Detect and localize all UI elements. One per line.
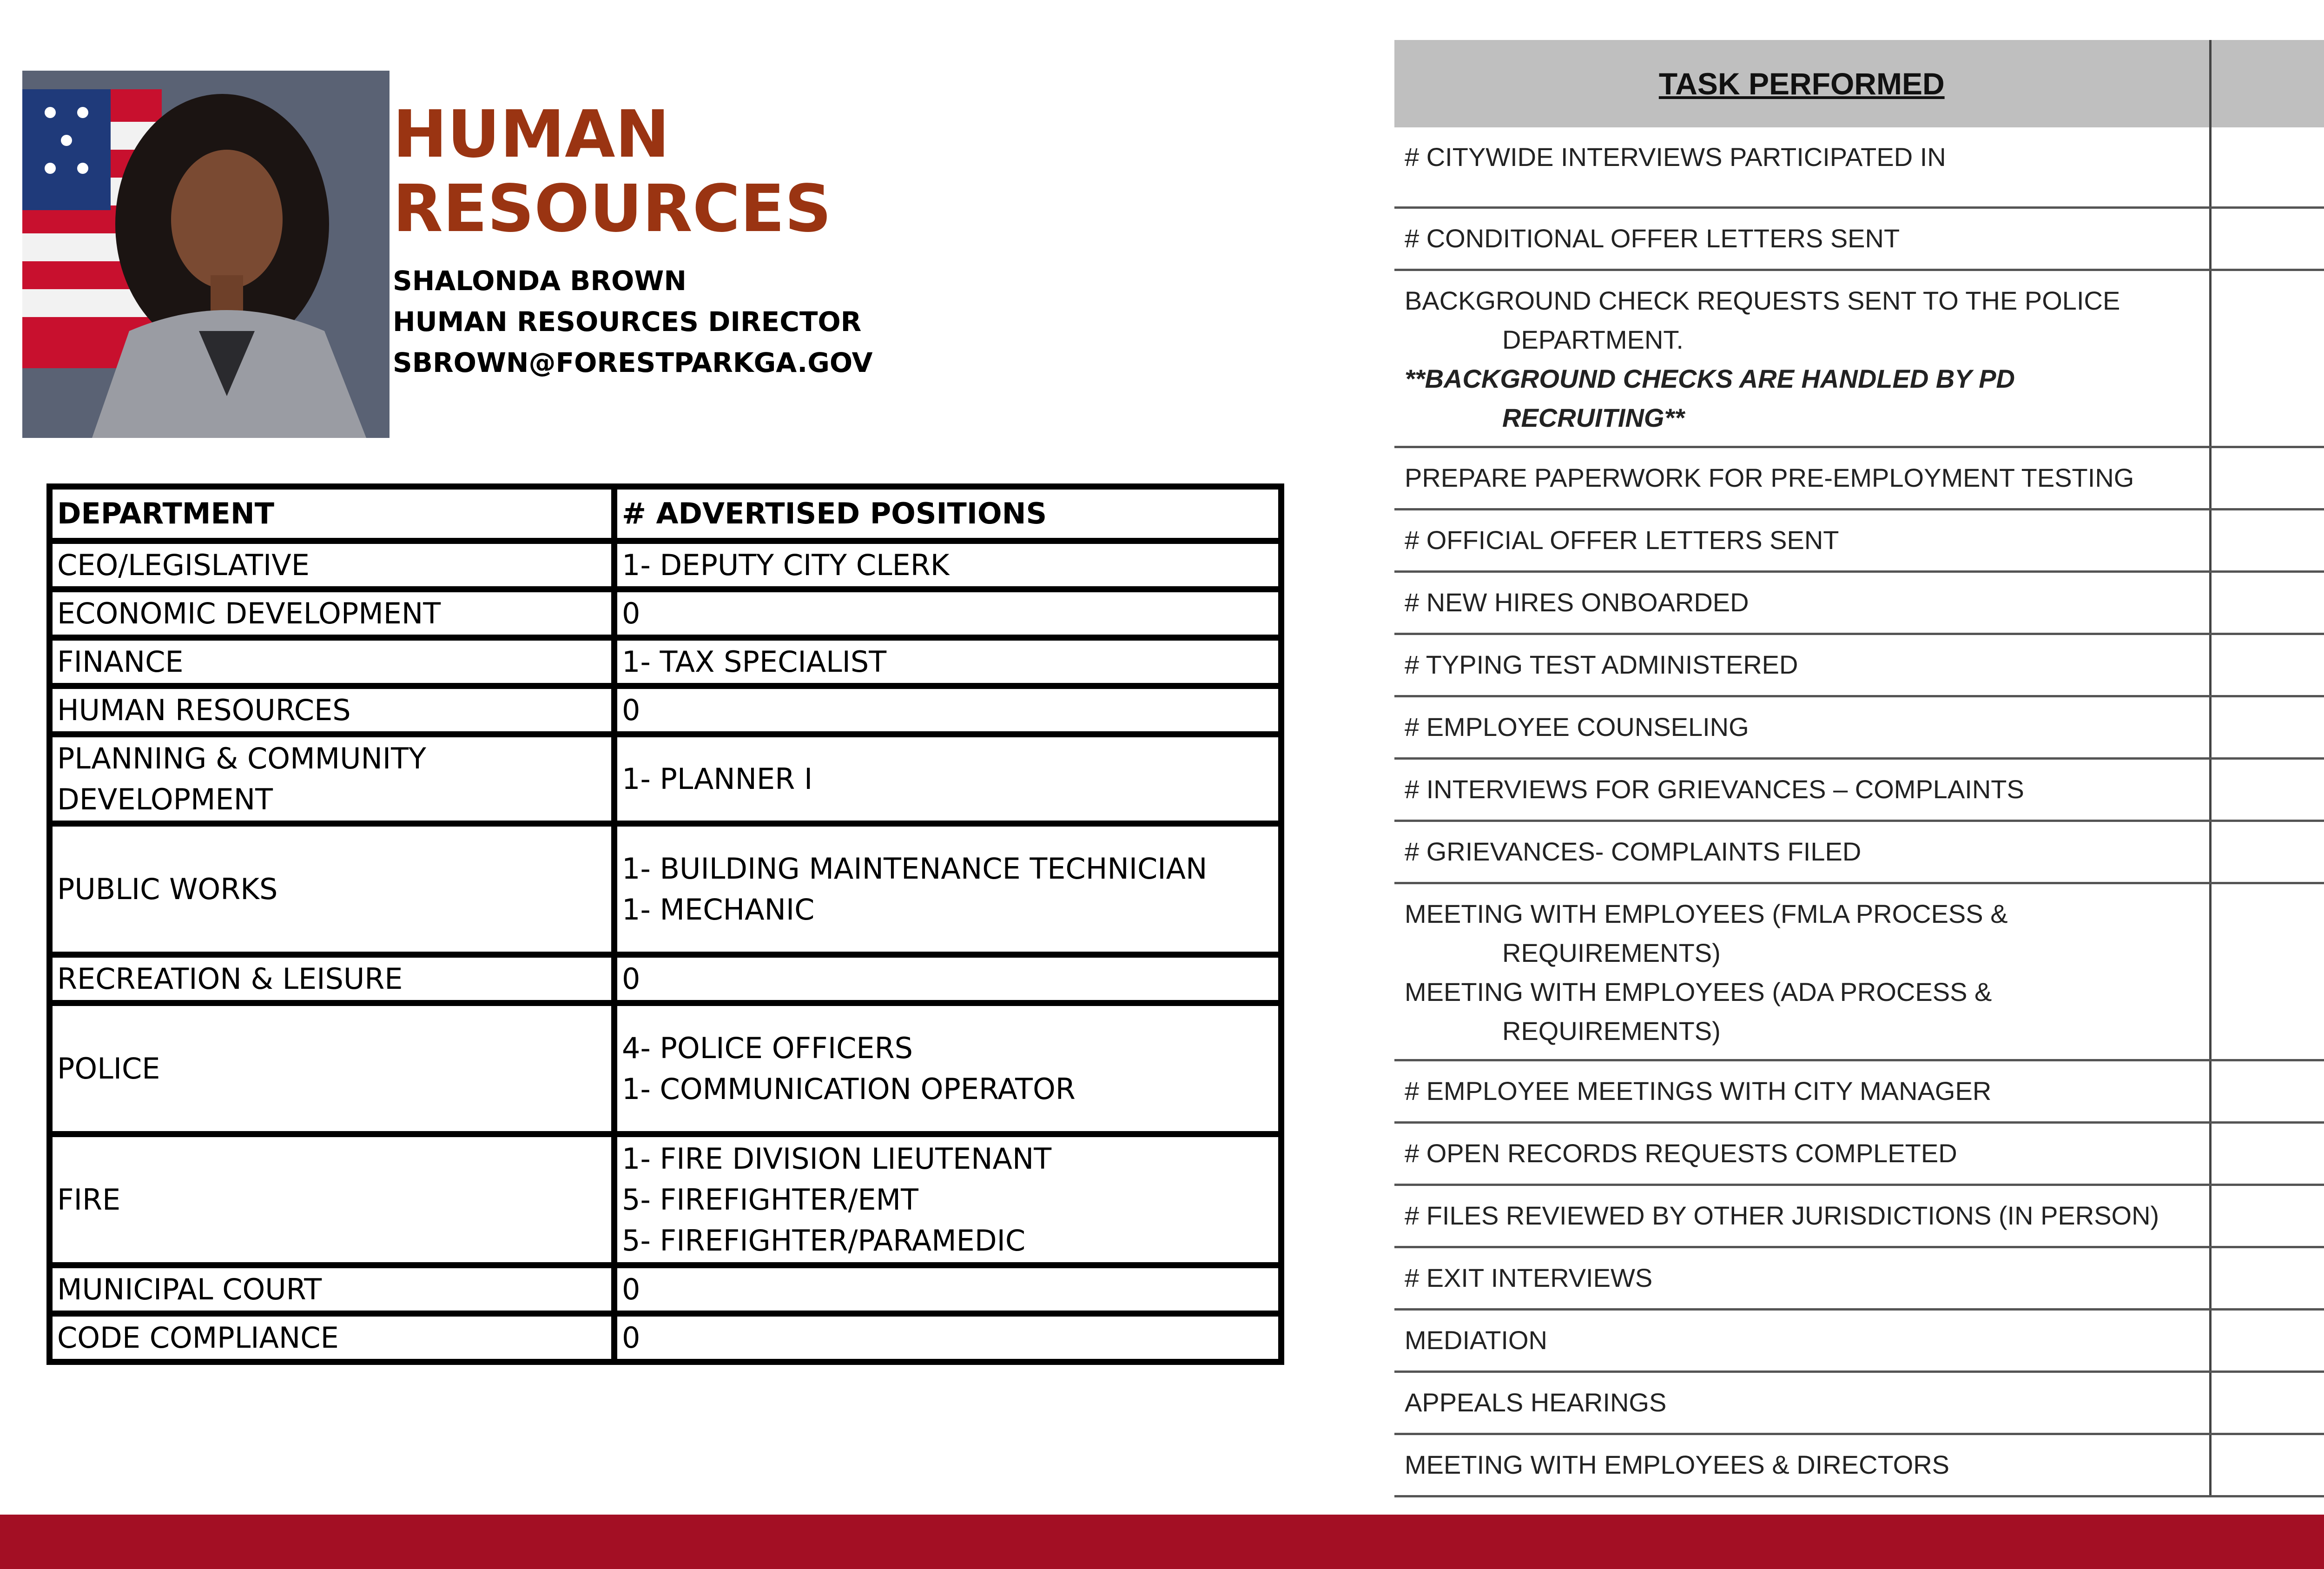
table-row: [1394, 1247, 2324, 1309]
positions-cell: [614, 955, 1281, 1003]
table-row: [1394, 758, 2324, 821]
table-row: [50, 735, 1281, 824]
quantity-value: [2222, 1072, 2324, 1111]
task-note: **BACKGROUND CHECKS ARE HANDLED BY PD: [1405, 364, 2015, 393]
task-label: BACKGROUND CHECK REQUESTS SENT TO THE POLICE: [1405, 285, 2120, 315]
table-row: [1394, 1371, 2324, 1434]
department-name: PLANNING & COMMUNITY: [57, 741, 426, 775]
quantity-cell: [2210, 207, 2324, 270]
advertised-position: 1- BUILDING MAINTENANCE TECHNICIAN: [622, 851, 1208, 886]
task-label: # EXIT INTERVIEWS: [1405, 1263, 1653, 1292]
quantity-cell: [2210, 571, 2324, 634]
table-row: [1394, 1309, 2324, 1371]
task-cell: [1394, 509, 2210, 571]
quantity-cell: [2210, 127, 2324, 207]
department-cell: [50, 638, 614, 686]
task-cell: [1394, 821, 2210, 883]
quantity-value: [2222, 219, 2324, 258]
positions-cell: [614, 824, 1281, 955]
table-row: [50, 686, 1281, 735]
task-cell: [1394, 758, 2210, 821]
page-title-line2: RESOURCES: [393, 171, 832, 247]
department-cell: [50, 735, 614, 824]
task-cell: [1394, 1434, 2210, 1496]
task-label: REQUIREMENTS): [1502, 1016, 1721, 1046]
department-name: FINANCE: [57, 644, 184, 679]
quantity-value: [2222, 832, 2324, 871]
task-label: REQUIREMENTS): [1502, 938, 1721, 967]
quantity-value: [2222, 1134, 2324, 1173]
director-email: SBROWN@FORESTPARKGA.GOV: [393, 347, 873, 378]
advertised-position: 4- POLICE OFFICERS: [622, 1031, 913, 1065]
task-cell: [1394, 1185, 2210, 1247]
advertised-position: 0: [622, 693, 640, 727]
table-row: [1394, 696, 2324, 758]
quantity-cell: [2210, 447, 2324, 509]
positions-cell: [614, 735, 1281, 824]
department-name: ECONOMIC DEVELOPMENT: [57, 596, 441, 630]
quantity-value: [2222, 458, 2324, 497]
quantity-value: [2222, 583, 2324, 622]
department-name: POLICE: [57, 1051, 160, 1086]
table-row: [1394, 821, 2324, 883]
quantity-value: [2222, 1258, 2324, 1298]
positions-cell: [614, 686, 1281, 735]
quantity-cell: [2210, 821, 2324, 883]
table-row: [1394, 1185, 2324, 1247]
task-cell: [1394, 207, 2210, 270]
table-row: [50, 541, 1281, 589]
advertised-position: 0: [622, 961, 640, 996]
column-header-task: TASK PERFORMED: [1394, 40, 2210, 127]
task-cell: [1394, 1309, 2210, 1371]
table-row: [1394, 127, 2324, 207]
task-cell: [1394, 1371, 2210, 1434]
quantity-value: [2222, 1196, 2324, 1235]
advertised-position: 0: [622, 596, 640, 630]
portrait-image: [22, 71, 390, 438]
quantity-cell: [2210, 1122, 2324, 1185]
advertised-position: 1- TAX SPECIALIST: [622, 644, 887, 679]
task-label: # NEW HIRES ONBOARDED: [1405, 587, 1749, 617]
table-row: [1394, 1122, 2324, 1185]
task-label: MEDIATION: [1405, 1325, 1547, 1355]
task-label: # GRIEVANCES- COMPLAINTS FILED: [1405, 836, 1862, 866]
task-cell: [1394, 270, 2210, 447]
task-label: MEETING WITH EMPLOYEES (ADA PROCESS &: [1405, 977, 1992, 1006]
department-cell: [50, 1265, 614, 1314]
positions-cell: [614, 1314, 1281, 1362]
department-name: DEVELOPMENT: [57, 782, 273, 816]
positions-cell: [614, 638, 1281, 686]
department-name: CODE COMPLIANCE: [57, 1320, 339, 1355]
footer-bar: [0, 1515, 2324, 1569]
advertised-positions-table: [46, 483, 1284, 1365]
positions-cell: [614, 1003, 1281, 1134]
department-cell: [50, 541, 614, 589]
task-label: APPEALS HEARINGS: [1405, 1387, 1667, 1417]
task-label: DEPARTMENT.: [1502, 324, 1684, 354]
task-label: # CONDITIONAL OFFER LETTERS SENT: [1405, 223, 1900, 253]
quantity-value: [2222, 281, 2324, 320]
advertised-position: 1- MECHANIC: [622, 892, 815, 927]
department-cell: [50, 824, 614, 955]
department-name: FIRE: [57, 1182, 121, 1217]
quantity-cell: [2210, 1309, 2324, 1371]
column-header-quantity: [2210, 40, 2324, 127]
quantity-value: [2222, 1321, 2324, 1360]
advertised-position: 0: [622, 1272, 640, 1306]
advertised-position: 1- FIRE DIVISION LIEUTENANT: [622, 1141, 1052, 1176]
task-cell: [1394, 883, 2210, 1060]
table-row: [1394, 883, 2324, 1060]
column-header-positions: # ADVERTISED POSITIONS: [614, 487, 1281, 541]
director-name: SHALONDA BROWN: [393, 265, 687, 297]
advertised-position: 1- DEPUTY CITY CLERK: [622, 548, 950, 582]
task-note: RECRUITING**: [1502, 403, 1685, 432]
positions-cell: [614, 1134, 1281, 1265]
table-row: [1394, 1434, 2324, 1496]
quantity-cell: [2210, 1371, 2324, 1434]
page-title: [393, 98, 904, 246]
department-cell: [50, 686, 614, 735]
advertised-position: 1- COMMUNICATION OPERATOR: [622, 1072, 1076, 1106]
task-label: # TYPING TEST ADMINISTERED: [1405, 649, 1798, 679]
quantity-cell: [2210, 758, 2324, 821]
department-cell: [50, 1134, 614, 1265]
task-performed-table: [1394, 40, 2324, 1497]
department-name: HUMAN RESOURCES: [57, 693, 351, 727]
positions-cell: [614, 589, 1281, 638]
table-header-row: [50, 487, 1281, 541]
advertised-position: 5- FIREFIGHTER/PARAMEDIC: [622, 1223, 1026, 1258]
director-portrait: [22, 71, 390, 438]
quantity-cell: [2210, 696, 2324, 758]
table-row: [1394, 270, 2324, 447]
quantity-value: [2222, 770, 2324, 809]
quantity-cell: [2210, 1185, 2324, 1247]
task-label: # FILES REVIEWED BY OTHER JURISDICTIONS (IN PERSON): [1405, 1200, 2159, 1230]
quantity-value: [2222, 1445, 2324, 1484]
department-cell: [50, 955, 614, 1003]
task-cell: [1394, 127, 2210, 207]
advertised-position: 1- PLANNER I: [622, 761, 813, 796]
department-name: RECREATION & LEISURE: [57, 961, 403, 996]
table-row: [50, 1134, 1281, 1265]
task-label: # OFFICIAL OFFER LETTERS SENT: [1405, 525, 1839, 555]
table-header-row: [1394, 40, 2324, 127]
task-label: MEETING WITH EMPLOYEES (FMLA PROCESS &: [1405, 899, 2008, 928]
quantity-cell: [2210, 1060, 2324, 1122]
task-cell: [1394, 571, 2210, 634]
advertised-position: 0: [622, 1320, 640, 1355]
department-name: MUNICIPAL COURT: [57, 1272, 322, 1306]
quantity-cell: [2210, 1247, 2324, 1309]
table-row: [50, 1314, 1281, 1362]
table-row: [1394, 571, 2324, 634]
department-cell: [50, 589, 614, 638]
task-label: # OPEN RECORDS REQUESTS COMPLETED: [1405, 1138, 1957, 1168]
positions-cell: [614, 1265, 1281, 1314]
table-row: [1394, 207, 2324, 270]
title-block: [393, 98, 904, 383]
quantity-value: [2222, 138, 2324, 177]
table-row: [1394, 634, 2324, 696]
quantity-value: [2222, 1383, 2324, 1422]
column-header-department: DEPARTMENT: [50, 487, 614, 541]
table-row: [1394, 1060, 2324, 1122]
table-row: [1394, 509, 2324, 571]
task-label: # EMPLOYEE MEETINGS WITH CITY MANAGER: [1405, 1076, 1992, 1106]
department-name: CEO/LEGISLATIVE: [57, 548, 310, 582]
task-label: # INTERVIEWS FOR GRIEVANCES – COMPLAINTS: [1405, 774, 2024, 804]
director-role: HUMAN RESOURCES DIRECTOR: [393, 306, 862, 338]
task-label: PREPARE PAPERWORK FOR PRE-EMPLOYMENT TESTING: [1405, 463, 2134, 492]
quantity-cell: [2210, 1434, 2324, 1496]
task-label: MEETING WITH EMPLOYEES & DIRECTORS: [1405, 1450, 1950, 1479]
table-row: [50, 824, 1281, 955]
positions-cell: [614, 541, 1281, 589]
quantity-cell: [2210, 883, 2324, 1060]
advertised-position: 5- FIREFIGHTER/EMT: [622, 1182, 918, 1217]
quantity-value: [2222, 708, 2324, 747]
table-row: [50, 955, 1281, 1003]
quantity-value: [2222, 894, 2324, 933]
task-cell: [1394, 447, 2210, 509]
task-label: # CITYWIDE INTERVIEWS PARTICIPATED IN: [1405, 142, 1946, 172]
table-row: [50, 589, 1281, 638]
quantity-value: [2222, 521, 2324, 560]
task-cell: [1394, 634, 2210, 696]
department-name: PUBLIC WORKS: [57, 872, 278, 906]
task-label: # EMPLOYEE COUNSELING: [1405, 712, 1749, 741]
task-cell: [1394, 696, 2210, 758]
task-cell: [1394, 1247, 2210, 1309]
department-cell: [50, 1314, 614, 1362]
table-row: [50, 1003, 1281, 1134]
quantity-cell: [2210, 634, 2324, 696]
table-row: [50, 1265, 1281, 1314]
task-cell: [1394, 1060, 2210, 1122]
task-cell: [1394, 1122, 2210, 1185]
quantity-cell: [2210, 270, 2324, 447]
quantity-cell: [2210, 509, 2324, 571]
department-cell: [50, 1003, 614, 1134]
quantity-value: [2222, 645, 2324, 684]
table-row: [50, 638, 1281, 686]
table-row: [1394, 447, 2324, 509]
page-title-line1: HUMAN: [393, 97, 670, 172]
quantity-value: [2222, 933, 2324, 973]
